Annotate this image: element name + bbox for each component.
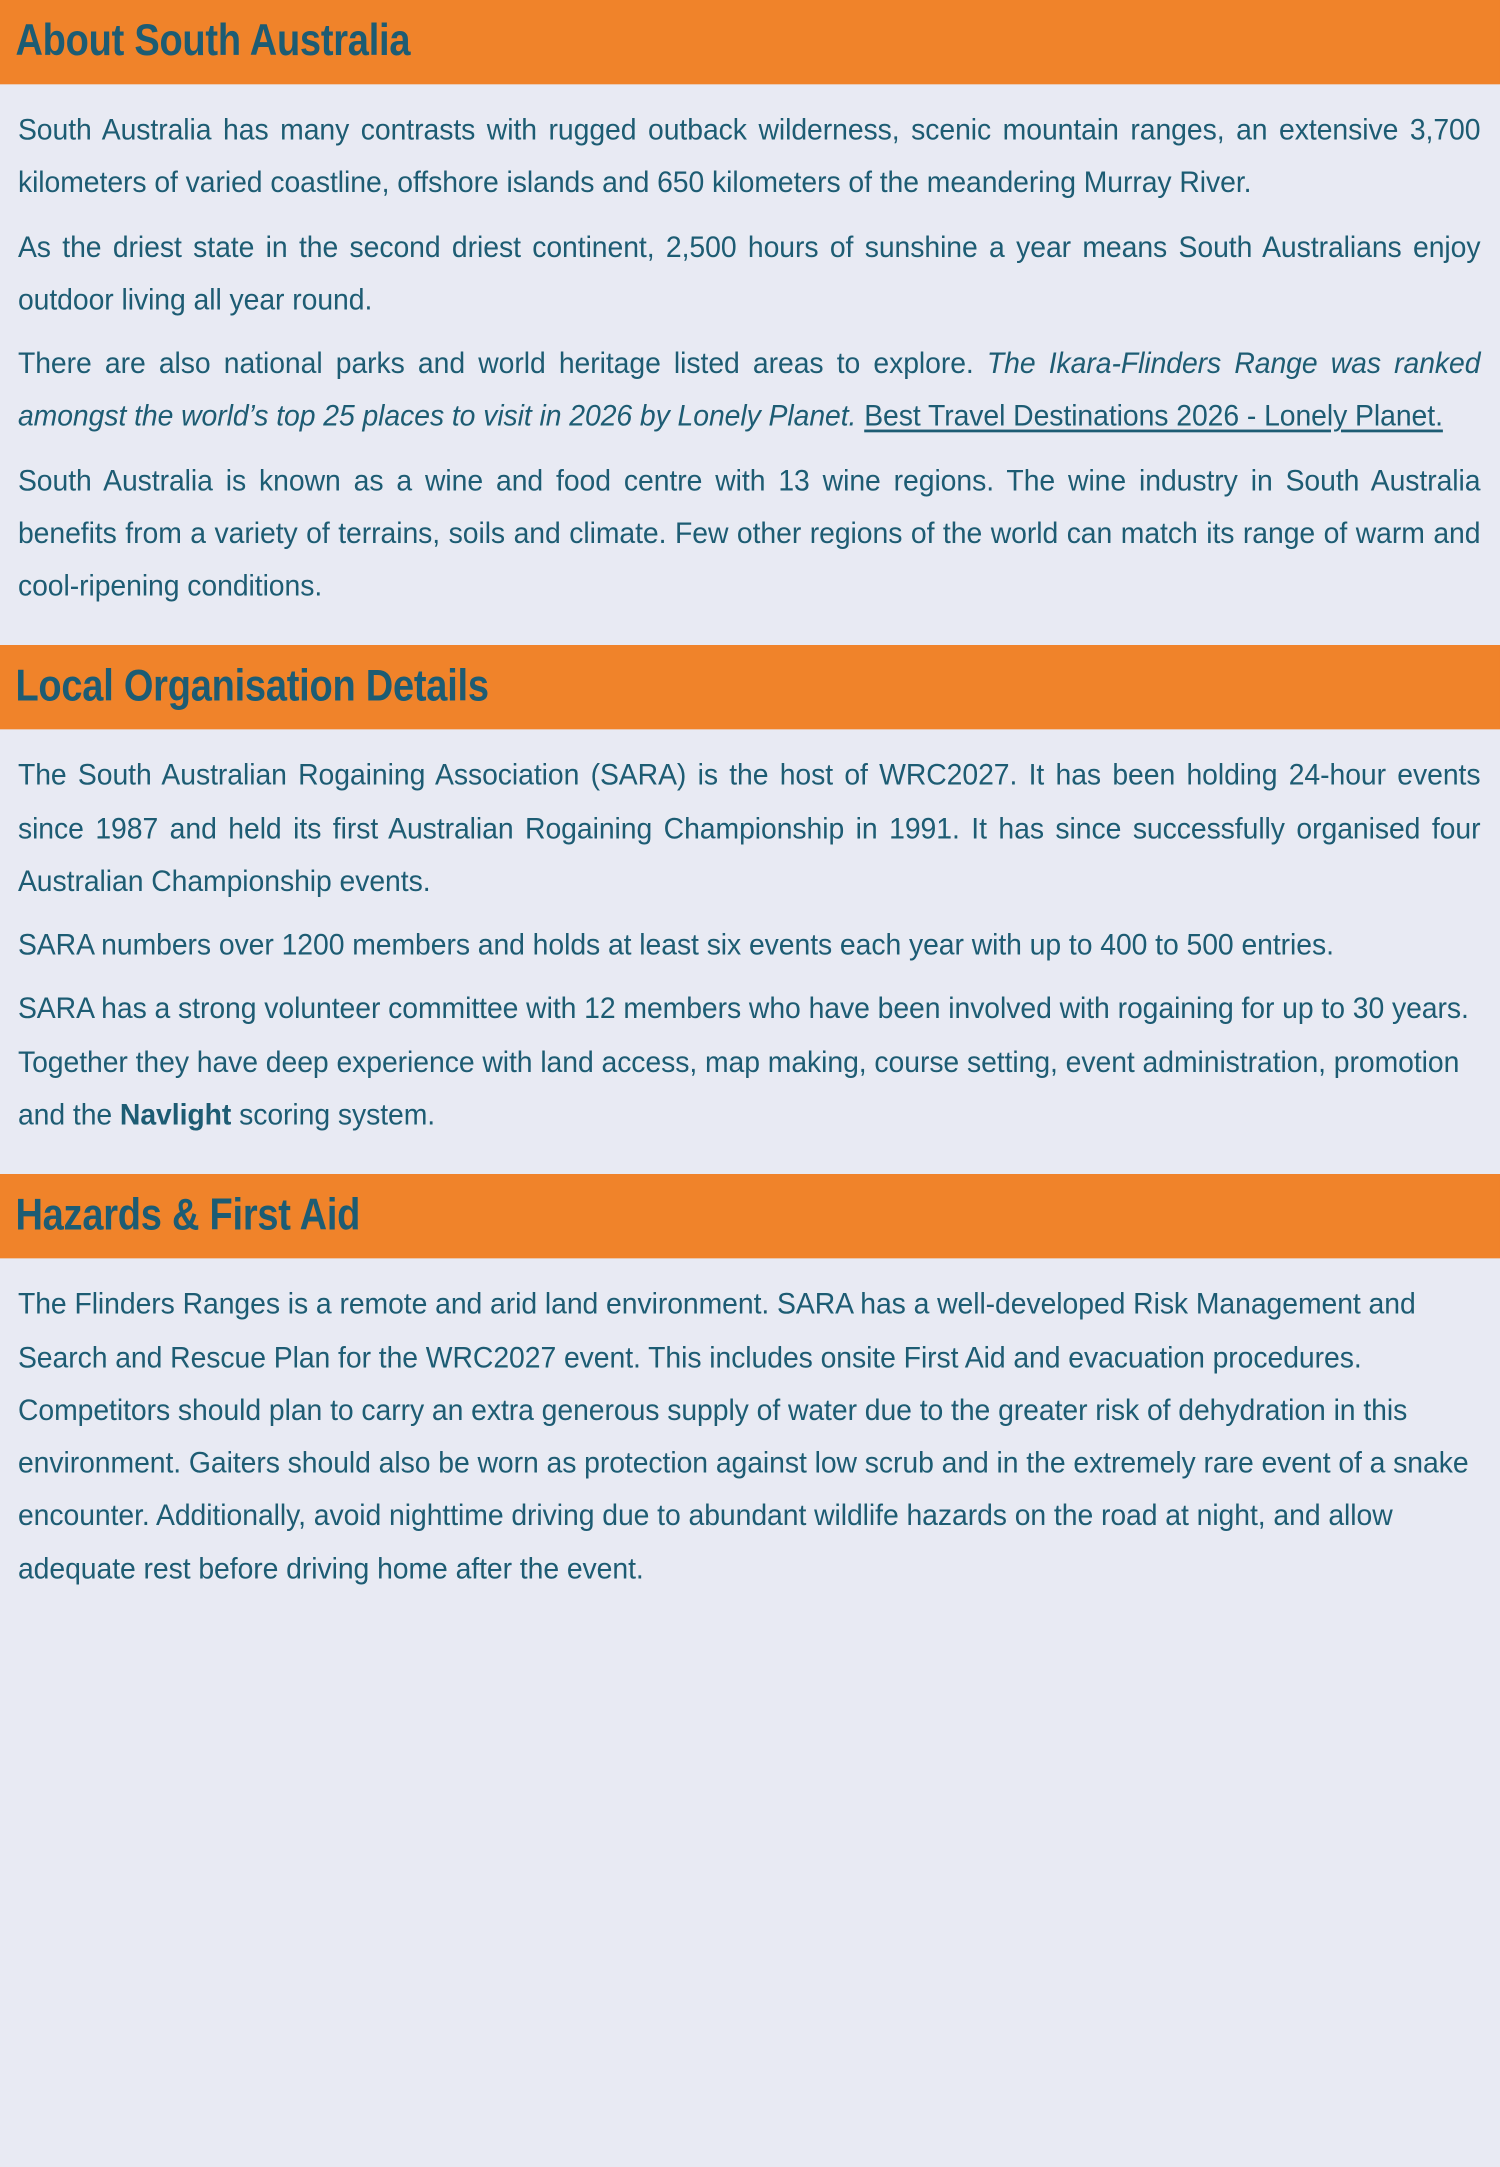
section-heading-text: Local Organisation Details xyxy=(0,646,1500,730)
paragraph-hazards-body: The Flinders Ranges is a remote and arid land environment. SARA has a well-developed Risk Management and Search and Rescue Plan for the WRC2027 event. This includes onsite First Aid and evacuation procedures. Competitors should plan to carry an extra generous supply of water due to the greater risk of dehydration in this environment. Gaiters should also be worn as protection against low scrub and in the extremely rare event of a snake encounter. Additionally, avoid nighttime driving due to abundant wildlife hazards on the road at night, and allow adequate rest before driving home after the event. xyxy=(17,1287,1469,1586)
space xyxy=(856,400,864,433)
paragraph-lead-text: SARA has a strong volunteer committee with 12 members who have been involved with rogaining for up to 30 years. Together they have deep experience with land access, map making, course setting, event administration, promotion and the xyxy=(17,992,1469,1132)
section-header-about-south-australia xyxy=(0,0,1500,84)
paragraph-sa-national-parks xyxy=(18,337,1481,443)
section-header-hazards-first-aid xyxy=(0,1174,1500,1258)
section-heading-text: Hazards & First Aid xyxy=(0,1174,1500,1258)
paragraph-lead-text: There are also national parks and world heritage listed areas to explore. xyxy=(17,346,987,380)
paragraph-sa-driest-state: As the driest state in the second driest continent, 2,500 hours of sunshine a year means South Australians enjoy outdoor living all year round. xyxy=(17,230,1481,317)
lonely-planet-link[interactable]: Best Travel Destinations 2026 - Lonely Planet. xyxy=(864,399,1443,433)
section-body-about-south-australia xyxy=(0,84,1500,645)
paragraph-italic-text: The Ikara-Flinders Range was ranked amongst the world’s top 25 places to visit in 2026 by Lonely Planet. xyxy=(17,346,1481,433)
navlight-bold-text: Navlight xyxy=(119,1098,232,1132)
paragraph-sara-members: SARA numbers over 1200 members and holds at least six events each year with up to 400 to 500 entries. xyxy=(17,928,1334,962)
paragraph-sara-host: The South Australian Rogaining Association (SARA) is the host of WRC2027. It has been holding 24-hour events since 1987 and held its first Australian Rogaining Championship in 1991. It has since successfully organised four Australian Championship events. xyxy=(17,758,1481,898)
paragraph-sara-committee xyxy=(18,983,1481,1142)
section-body-local-organisation-details xyxy=(0,730,1500,1175)
paragraph-sa-wine-regions: South Australia is known as a wine and food centre with 13 wine regions. The wine industry in South Australia benefits from a variety of terrains, soils and climate. Few other regions of the world can match its range of warm and cool-ripening conditions. xyxy=(17,463,1481,603)
paragraph-sa-contrasts: South Australia has many contrasts with rugged outback wilderness, scenic mountain ranges, an extensive 3,700 kilometers of varied coastline, offshore islands and 650 kilometers of the meandering Murray River. xyxy=(17,113,1481,200)
paragraph-tail-text: scoring system. xyxy=(231,1098,436,1132)
section-heading-text: About South Australia xyxy=(0,0,1500,84)
section-body-hazards-first-aid xyxy=(0,1259,1500,1629)
section-header-local-organisation-details xyxy=(0,646,1500,730)
